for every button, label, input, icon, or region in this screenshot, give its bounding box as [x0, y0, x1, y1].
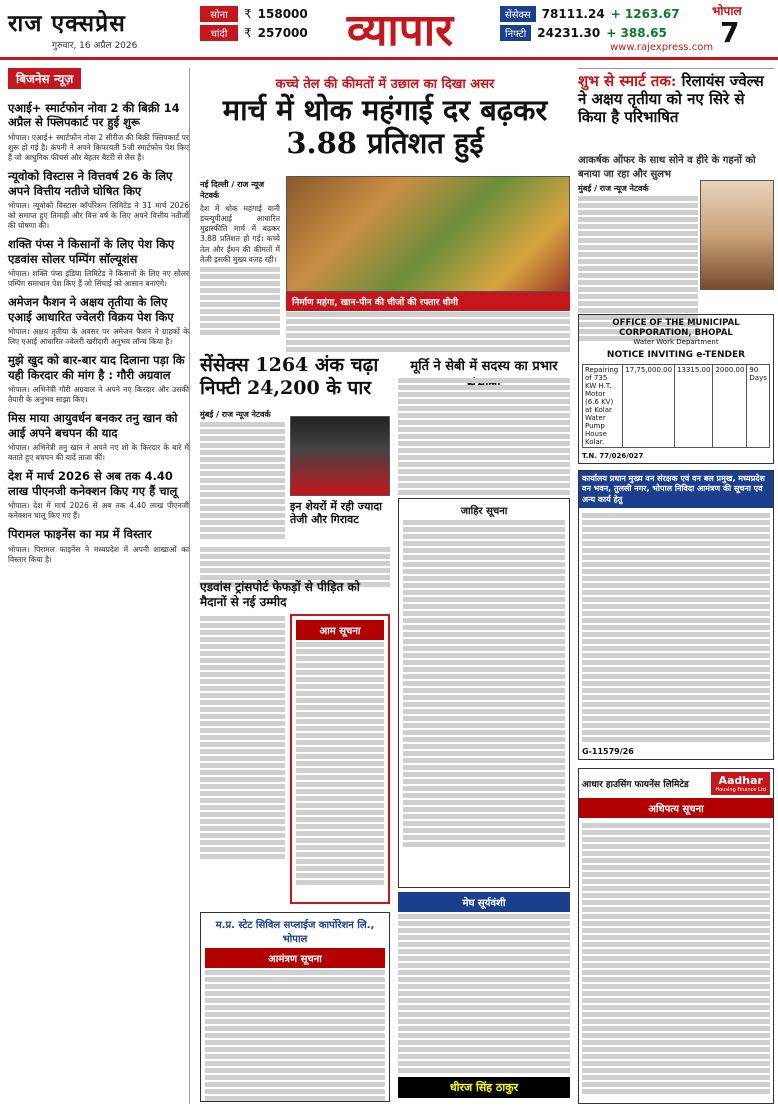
tender-work: Repairing of 735 KW H.T. Motor (6.6 KV) at Kolar Water Pump House Kolar. [583, 365, 623, 448]
left-news-headline: न्यूवोको विस्टास ने वित्तवर्ष 26 के लिए अपने वित्तीय नतीजे घोषित किए [8, 169, 173, 198]
tender-table [582, 364, 770, 448]
left-news-column [8, 68, 190, 1104]
aadhar-logo-text: Aadhar [718, 774, 763, 787]
page-number: 7 [720, 16, 740, 49]
corporation-department: Water Work Department [633, 338, 719, 346]
market-indices [500, 6, 700, 44]
transport-headline: एडवांस ट्रांसपोर्ट फेफड़ों से पीड़ित को मैदानों से नई उम्मीद [200, 580, 360, 609]
silver-value: 257000 [257, 26, 308, 40]
forest-notice-title: कार्यालय प्रधान मुख्य वन संरक्षक एवं वन बल प्रमुख, मध्यप्रदेश वन भवन, तुलसी नगर, भोपाल निविदा आमंत्रण की सूचना एवं अन्य कार्य हेतु [579, 471, 773, 508]
reliance-headline-text: रिलायंस ज्वेल्स ने अक्षय तृतीया को नए सिरे से किया है परिभाषित [578, 72, 764, 126]
corporation-title: OFFICE OF THE MUNICIPAL CORPORATION, BHOPAL [612, 318, 740, 338]
forest-department-notice [578, 470, 774, 760]
left-news-body: भोपाल। शक्ति पंप्स इंडिया लिमिटेड ने किसानों के लिए नए सोलर पम्पिंग समाधान पेश किए हैं जो सिंचाई को आसान बनाएंगे। [8, 269, 189, 289]
main-byline: नई दिल्ली / राज न्यूज नेटवर्क [200, 180, 265, 200]
municipal-tender-notice [578, 314, 774, 464]
edition-city: भोपाल [712, 4, 742, 18]
tender-notice-title: NOTICE INVITING e-TENDER [606, 350, 746, 360]
left-news-headline: देश में मार्च 2026 से अब तक 4.40 लाख पीएनजी कनेक्शन किए गए हैं चालू [8, 469, 178, 498]
rupee-icon: ₹ [244, 26, 252, 40]
left-news-headline: पिरामल फाइनेंस का मप्र में विस्तार [8, 527, 152, 542]
left-news-headline: अमेजन फैशन ने अक्षय तृतीया के लिए एआई आधारित ज्वेलरी विक्रय पेश किए [8, 295, 174, 324]
tender-number: T.N. 77/026/027 [582, 452, 644, 460]
left-news-body: भोपाल। देश में मार्च 2026 से अब तक 4.40 लाख पीएनजी कनेक्शन चालू किए गए हैं। [8, 501, 189, 521]
vegetable-market-photo [286, 176, 570, 292]
aadhar-logo [711, 772, 770, 795]
reliance-headline [578, 72, 774, 126]
tender-period: 90 Days [747, 365, 770, 448]
aadhar-possession-notice [578, 768, 774, 1104]
gold-value: 158000 [257, 7, 308, 21]
public-notice [398, 498, 570, 888]
sensex-byline: मुंबई / राज न्यूज नेटवर्क [200, 410, 271, 419]
left-news-body: भोपाल। पिरामल फाइनेंस ने मध्यप्रदेश में अपनी शाखाओं का विस्तार किया है। [8, 544, 189, 564]
reliance-byline: मुंबई / राज न्यूज नेटवर्क [578, 184, 649, 193]
sensex-headline: सेंसेक्स 1264 अंक चढ़ा निफ्टी 24,200 के पार [200, 354, 379, 399]
general-notice-title: आम सूचना [296, 620, 384, 640]
reliance-kicker: शुभ से स्मार्ट तक: [578, 72, 677, 90]
section-title: व्यापार [346, 5, 454, 56]
civil-supplies-title: म.प्र. स्टेट सिविल सप्लाईज कार्पोरेशन लि., भोपाल [215, 920, 375, 945]
sebi-headline: मूर्ति ने सेबी में सदस्य का प्रभार [410, 359, 558, 374]
left-news-headline: मिस माया आयुवर्धन बनकर तनु खान को आई अपने बचपन की याद [8, 411, 178, 440]
main-headline: मार्च में थोक महंगाई दर बढ़कर 3.88 प्रतिशत हुई [222, 93, 548, 161]
tender-title: आमंत्रण सूचना [205, 948, 385, 968]
left-news-body: भोपाल। अभिनेत्री गौरी अग्रवाल ने अपने नए किरदार और उसकी तैयारी के अनुभव साझा किए। [8, 385, 189, 405]
bullion-rates [200, 6, 350, 44]
sensex-change: + 1263.67 [610, 7, 680, 21]
left-news-body: भोपाल। न्यूवोको विस्टास कॉर्पोरेशन लिमिटेड ने 31 मार्च 2026 को समाप्त हुए तिमाही और वित्त वर्ष के लिए अपने वित्तीय नतीजों की घोषणा की। [8, 200, 189, 231]
left-news-headline: एआई+ स्मार्टफोन नोवा 2 की बिक्री 14 अप्रैल से फ्लिपकार्ट पर हुई शुरू [8, 101, 180, 130]
left-news-body: भोपाल। एआई+ स्मार्टफोन नोवा 2 सीरीज की बिक्री फ्लिपकार्ट पर शुरू हो गई है। कंपनी ने अपने किफायती 5जी स्मार्टफोन पेश किए हैं जो आधुनिक फीचर्स और बेहतर बैटरी से लैस हैं। [8, 132, 189, 162]
advertiser-name: धीरज सिंह ठाकुर [398, 1077, 570, 1098]
public-notice-title: जाहिर सूचना [460, 506, 508, 517]
nifty-change: + 388.65 [606, 26, 667, 40]
possession-notice-title: अधिपत्य सूचना [579, 798, 773, 818]
stocks-headline: इन शेयरों में रही ज्यादा तेजी और गिरावट [290, 500, 383, 527]
silver-label: चांदी [200, 25, 238, 41]
gold-label: सोना [200, 6, 238, 22]
main-story-continued [286, 310, 570, 354]
surya-notice [398, 892, 570, 1102]
reliance-subheading: आकर्षक ऑफर के साथ सोने व हीरे के गहनों को बनाया जा रहा और सुलभ [578, 155, 756, 180]
nifty-label: निफ्टी [500, 25, 531, 41]
left-news-headline: शक्ति पंप्स ने किसानों के लिए पेश किए एडवांस सोलर पम्पिंग सॉल्यूशंस [8, 237, 175, 266]
tender-fee: 2000.00 [713, 365, 747, 448]
aadhar-logo-sub: Housing Finance Ltd [715, 787, 766, 793]
surya-notice-title: मेघ सूर्यवंशी [398, 892, 570, 912]
masthead [0, 0, 778, 60]
main-kicker: कच्चे तेल की कीमतों में उछाल का दिखा असर [275, 77, 495, 92]
tender-cost: 17,75,000.00 [623, 365, 675, 448]
issue-date: गुरुवार, 16 अप्रैल 2026 [52, 41, 138, 51]
section-tag: बिजनेस न्यूज़ [8, 68, 81, 89]
main-body: देश में थोक महंगाई यानी डब्ल्यूपीआई आधारित मुद्रास्फीति मार्च में बढ़कर 3.88 प्रतिशत हो गई। कच्चे तेल और ईंधन की कीमतों में तेजी इसकी मुख्य वजह रही। [200, 204, 280, 264]
left-news-headline: मुझे खुद को बार-बार याद दिलाना पड़ा कि यही किरदार की मांग है : गौरी अग्रवाल [8, 353, 185, 382]
photo-caption: निर्माण महंगा, खान-पीन की चीजों की रफ्तार धीमी [286, 292, 570, 311]
bull-statue-photo [290, 416, 390, 496]
left-news-body: भोपाल। अभिनेत्री तनु खान ने अपने नए शो के किरदार के बारे में बताते हुए बचपन की यादें ताजा कीं। [8, 443, 189, 463]
website-link[interactable]: www.rajexpress.com [610, 42, 714, 53]
model-photo [700, 180, 774, 290]
brand-name: राज एक्सप्रेस [8, 10, 126, 37]
rupee-icon: ₹ [244, 7, 252, 21]
housing-company-name: आधार हाउसिंग फायनेंस लिमिटेड [582, 780, 689, 790]
ad-code: G-11579/26 [582, 747, 634, 757]
tender-emd: 13315.00 [675, 365, 713, 448]
civil-supplies-tender [200, 912, 390, 1102]
main-story [200, 176, 280, 337]
left-news-body: भोपाल। अक्षय तृतीया के अवसर पर अमेजन फैशन ने ग्राहकों के लिए एआई आधारित ज्वेलरी खरीदारी अनुभव लॉन्च किया है। [8, 327, 189, 347]
general-notice [290, 614, 390, 904]
sensex-value: 78111.24 [541, 7, 605, 21]
sensex-label: सेंसेक्स [500, 6, 536, 22]
nifty-value: 24231.30 [537, 26, 601, 40]
